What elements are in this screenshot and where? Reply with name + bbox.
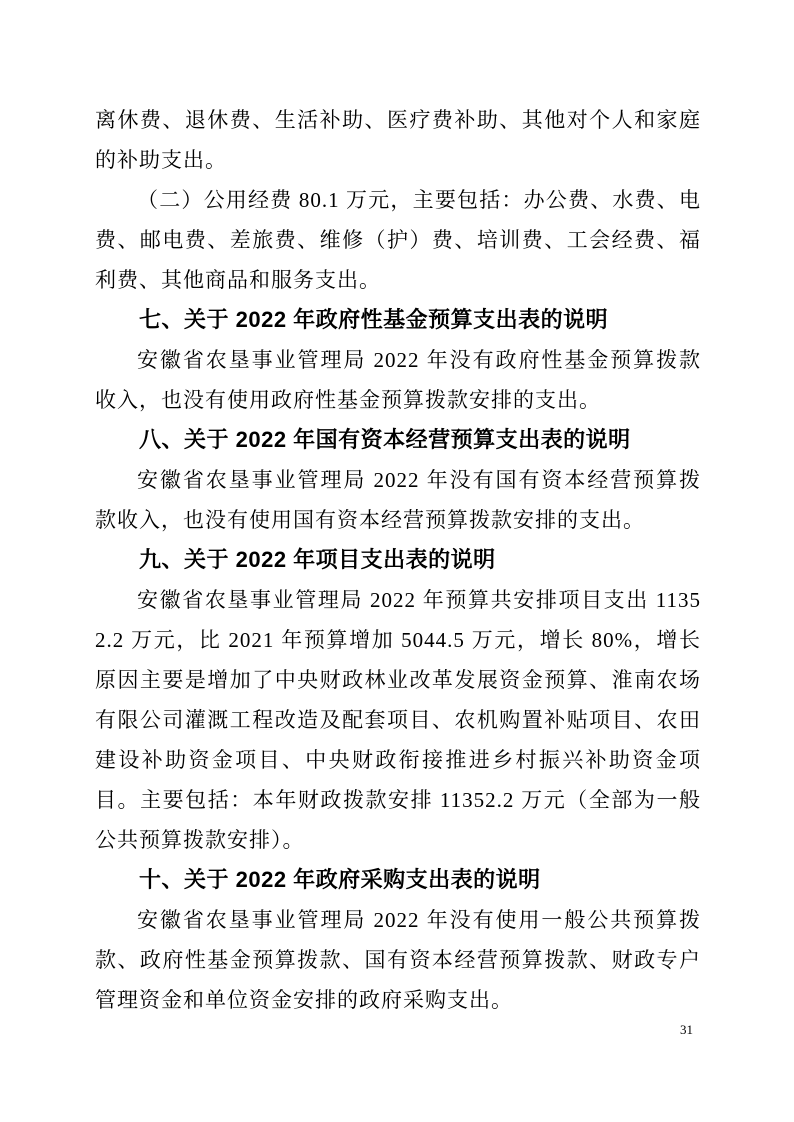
paragraph-project-expenditure: 安徽省农垦事业管理局 2022 年预算共安排项目支出 11352.2 万元，比 2021 年预算增加 5044.5 万元，增长 80%，增长原因主要是增加了中央财政林业改革发展资金预算、淮南农场有限公司灌溉工程改造及配套项目、农机购置补贴项目、农田建设补助资金项目、中央财政衔接推进乡村振兴补助资金项目。主要包括：本年财政拨款安排 11352.2 万元（全部为一般公共预算拨款安排）。 xyxy=(95,588,701,852)
paragraph-personnel-subsidy-continuation: 离休费、退休费、生活补助、医疗费补助、其他对个人和家庭的补助支出。 xyxy=(95,108,701,172)
section-heading-8-state-capital-budget: 八、关于 2022 年国有资本经营预算支出表的说明 xyxy=(139,427,631,452)
section-heading-9-project-expenditure: 九、关于 2022 年项目支出表的说明 xyxy=(139,547,496,572)
document-body xyxy=(95,100,701,1020)
section-heading-7-government-fund-budget: 七、关于 2022 年政府性基金预算支出表的说明 xyxy=(139,307,609,332)
paragraph-public-expense: （二）公用经费 80.1 万元，主要包括：办公费、水费、电费、邮电费、差旅费、维修（护）费、培训费、工会经费、福利费、其他商品和服务支出。 xyxy=(95,188,701,292)
section-heading-10-government-procurement: 十、关于 2022 年政府采购支出表的说明 xyxy=(139,867,541,892)
paragraph-government-procurement: 安徽省农垦事业管理局 2022 年没有使用一般公共预算拨款、政府性基金预算拨款、国有资本经营预算拨款、财政专户管理资金和单位资金安排的政府采购支出。 xyxy=(95,908,701,1012)
page-number: 31 xyxy=(680,1022,693,1037)
paragraph-government-fund-budget: 安徽省农垦事业管理局 2022 年没有政府性基金预算拨款收入，也没有使用政府性基金预算拨款安排的支出。 xyxy=(95,348,701,412)
paragraph-state-capital-budget: 安徽省农垦事业管理局 2022 年没有国有资本经营预算拨款收入，也没有使用国有资本经营预算拨款安排的支出。 xyxy=(95,468,701,532)
